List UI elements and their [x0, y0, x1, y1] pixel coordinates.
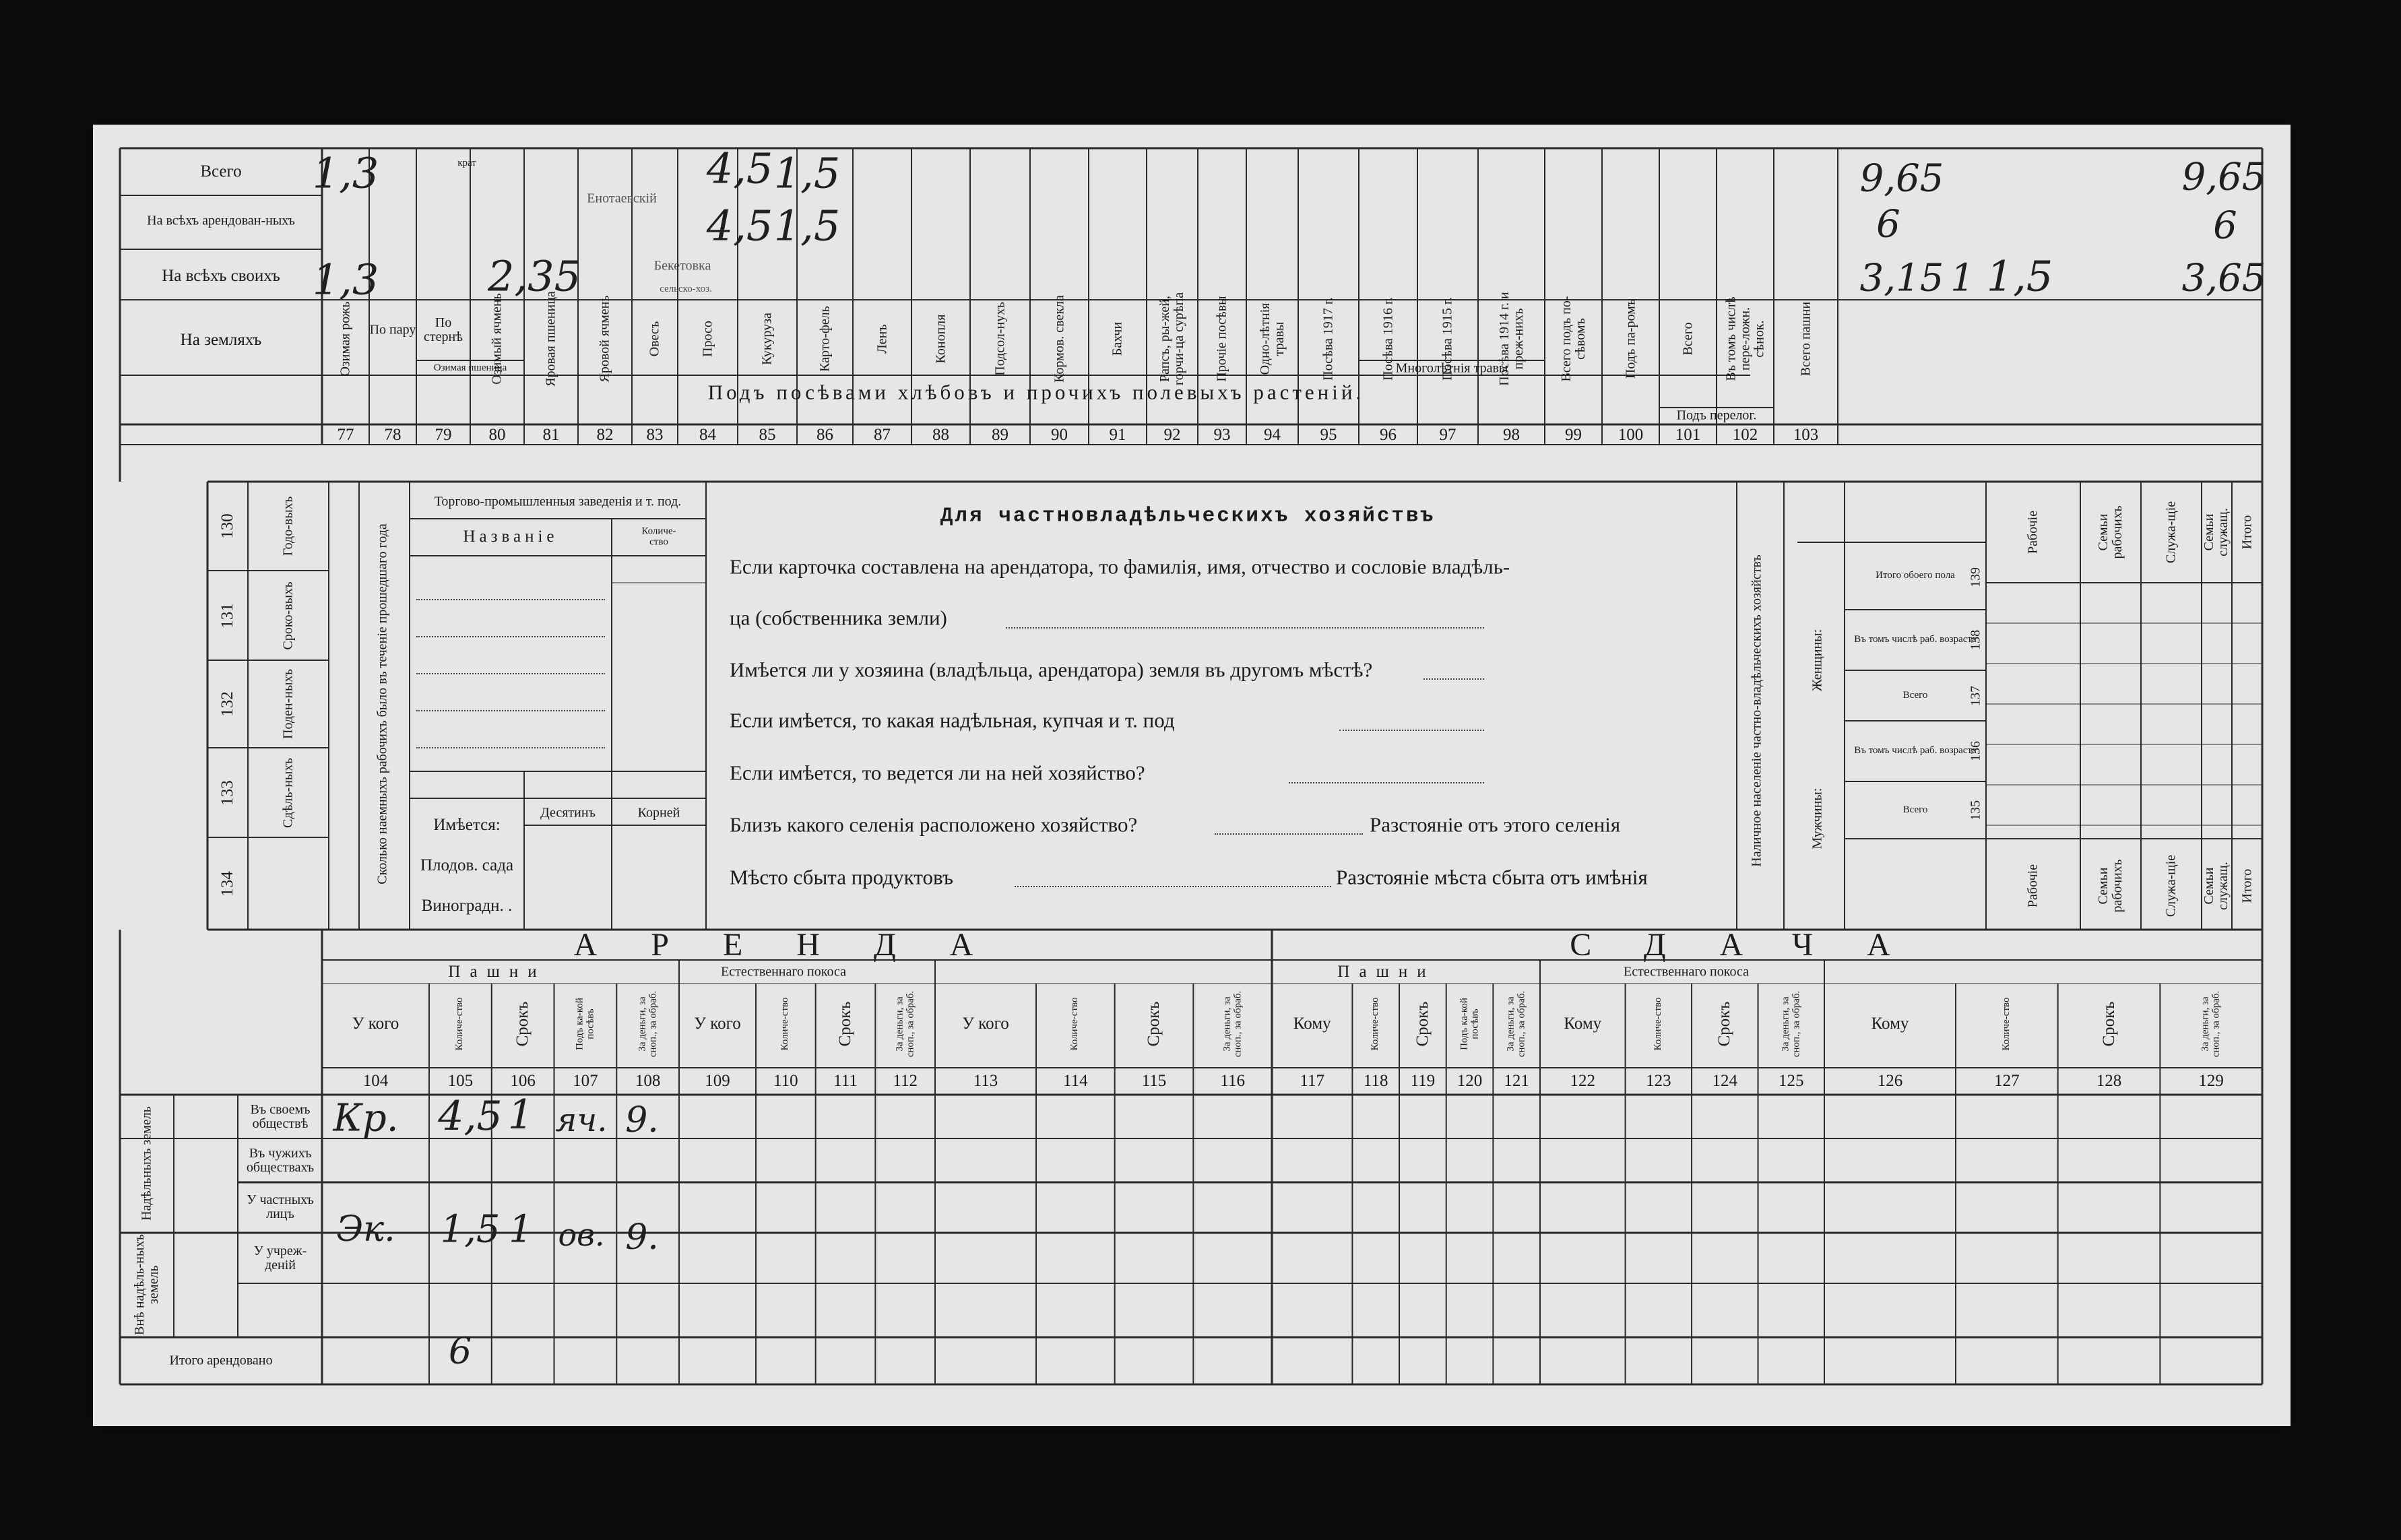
has-label: Имѣется: [433, 815, 501, 834]
column-number: 84 [699, 425, 716, 444]
column-number: 80 [488, 425, 506, 444]
hw-rent-oats2: 1,5 [773, 201, 841, 251]
workers-sidebar-title: Сколько наемныхъ рабочихъ было въ теченіе прошедшаго года [375, 523, 390, 885]
hw-row3-qty: 1,5 [440, 1207, 501, 1252]
private-line: Мѣсто сбыта продуктовъ [730, 865, 953, 889]
column-number: 100 [1618, 425, 1644, 444]
column-number: 118 [1363, 1071, 1388, 1090]
col-header: У кого [962, 1014, 1009, 1033]
column-number: 85 [759, 425, 776, 444]
dotted-fill-line [1339, 727, 1484, 731]
col-header: Срокъ [1715, 1001, 1734, 1047]
col-header: Въ томъ числѣ пере-ложн. сѣнок. [1723, 296, 1766, 381]
stamp-text: крат [457, 158, 476, 169]
row-private-persons: У частныхъ лицъ [247, 1192, 314, 1221]
dotted-fill-line [1006, 624, 1484, 629]
column-number: 103 [1793, 425, 1819, 444]
dotted-fill-line [416, 633, 605, 637]
column-number: 81 [542, 425, 560, 444]
col-header: Яровая пшеница [543, 291, 558, 387]
column-number: 122 [1570, 1071, 1596, 1090]
population-title: Наличное населеніе частно-владѣльческихъ хозяйствъ [1749, 554, 1764, 867]
women-total-label: Всего [1902, 690, 1928, 701]
column-number: 104 [362, 1071, 389, 1090]
column-number: 94 [1264, 425, 1281, 444]
col-header: Всего подъ по-сѣвомъ [1558, 296, 1588, 382]
hw-own-stubble: 2,35 [487, 251, 581, 301]
pop-number: 137 [1968, 686, 1983, 706]
grand-total-label: Итого обоего пола [1876, 570, 1955, 581]
col-header: Посѣва 1917 г. [1320, 297, 1336, 381]
group-header-perelog: Подъ перелог. [1676, 408, 1757, 423]
col-header: Подъ ка-кой посѣвъ [1458, 998, 1480, 1050]
pop-number: 135 [1968, 800, 1983, 821]
col-header: Просо [700, 321, 715, 357]
column-number: 96 [1380, 425, 1397, 444]
column-number: 102 [1732, 425, 1758, 444]
private-line: Если имѣется, то какая надѣльная, купчая и т. под [730, 708, 1175, 732]
korney-header: Корней [637, 805, 680, 821]
pop-number: 138 [1968, 630, 1983, 650]
col-header: Посѣва 1914 г. и преж-нихъ [1496, 292, 1526, 386]
hw-own-all: 3,65 [2181, 256, 2266, 300]
col-header: За деньги, за сноп., за обраб. [636, 990, 658, 1058]
dotted-fill-line [416, 670, 605, 674]
dotted-fill-line [1289, 779, 1484, 783]
column-number: 107 [573, 1071, 598, 1090]
col-header: Одно-лѣтнія травы [1257, 302, 1287, 375]
arenda-pokos: Естественнаго покоса [721, 964, 846, 980]
column-number: 97 [1439, 425, 1456, 444]
nadel-label: Надѣльныхъ земель [139, 1106, 154, 1221]
hw-own-sown: 3,15 [1859, 256, 1944, 300]
col-header: Подъ ка-кой посѣвъ [574, 998, 596, 1050]
pop-col-header: Семьи рабочихъ [2096, 505, 2125, 559]
column-number: 119 [1410, 1071, 1436, 1090]
col-header: Количе-ство [779, 997, 791, 1051]
worker-number: 130 [218, 513, 236, 539]
column-number: 117 [1300, 1071, 1324, 1090]
column-number: 95 [1320, 425, 1337, 444]
column-number: 127 [1994, 1071, 2020, 1090]
column-number: 101 [1675, 425, 1701, 444]
col-header: Бахчи [1110, 321, 1125, 356]
col-header: Прочіе посѣвы [1214, 296, 1229, 382]
column-number: 105 [447, 1071, 474, 1090]
hw-row1-crop: яч. [555, 1101, 608, 1139]
column-number: 115 [1141, 1071, 1167, 1090]
col-header: Срокъ [2099, 1001, 2118, 1047]
column-number: 112 [893, 1071, 918, 1090]
hw-row1-who: Кр. [333, 1096, 399, 1141]
sdacha-pokos: Естественнаго покоса [1624, 964, 1749, 980]
arenda-pashni: Пашни [448, 962, 546, 981]
col-header: Срокъ [513, 1001, 532, 1047]
col-header: Количе-ство [1652, 997, 1663, 1051]
vineyard-label: Виноградн. . [421, 896, 513, 915]
col-header: Подъ па-ромъ [1623, 298, 1638, 379]
col-header: За деньги, за сноп., за обраб. [1505, 990, 1527, 1058]
col-header: Овесъ [647, 321, 662, 357]
column-number: 77 [337, 425, 354, 444]
private-title: Для частновладѣльческихъ хозяйствъ [940, 504, 1436, 528]
column-number: 116 [1220, 1071, 1245, 1090]
col-header: У кого [352, 1014, 399, 1033]
column-number: 98 [1503, 425, 1520, 444]
column-number: 106 [510, 1071, 536, 1090]
col-header: У кого [694, 1014, 741, 1033]
col-header: За деньги, за сноп., за обраб. [2200, 990, 2222, 1058]
group-header-mnogolet: Многолѣтнія травы [1395, 360, 1508, 376]
worker-label: Поден-ныхъ [280, 669, 296, 740]
private-line: Если карточка составлена на арендатора, то фамилія, имя, отчество и сословіе владѣль- [730, 554, 1510, 579]
column-number: 114 [1063, 1071, 1088, 1090]
pop-number: 139 [1968, 567, 1983, 587]
col-header: Всего [1680, 322, 1695, 356]
col-header: За деньги, за сноп., за обраб. [893, 990, 916, 1058]
col-header: Количе-ство [2000, 997, 2012, 1051]
column-number: 128 [2096, 1071, 2122, 1090]
dotted-fill-line [416, 707, 605, 711]
pop-col-footer: Семьи служащ. [2202, 862, 2231, 910]
hw-total-oats: 4,5 [706, 143, 773, 193]
column-number: 91 [1109, 425, 1126, 444]
trade-count-header: Количе-ство [641, 525, 676, 547]
col-header: Кукуруза [759, 313, 775, 365]
hw-row3-who: Эк. [336, 1209, 395, 1250]
column-number: 113 [973, 1071, 998, 1090]
hw-row1-term: 1 [507, 1091, 534, 1138]
row-rented: На всѣхъ арендован-ныхъ [147, 213, 295, 228]
census-card [93, 125, 2291, 1426]
col-header: Ленъ [874, 324, 889, 354]
column-number: 78 [384, 425, 402, 444]
worker-label: Годо-выхъ [280, 496, 296, 556]
sdacha-title: СДАЧА [1570, 926, 1944, 963]
col-header: По пару [369, 322, 416, 338]
group-header-ozimaya: Озимая пшеница [433, 362, 507, 374]
stamp-text: Енотаевскій [587, 191, 657, 206]
vne-nadel-label: Внѣ надѣль-ныхъ земель [132, 1234, 161, 1335]
column-number: 86 [817, 425, 833, 444]
private-line: Имѣется ли у хозяина (владѣльца, арендатора) земля въ другомъ мѣстѣ? [730, 657, 1373, 682]
pop-col-header: Служа-щіе [2163, 501, 2179, 564]
col-header: Озимый ячмень [489, 293, 505, 385]
crop-band-title: Подъ посѣвами хлѣбовъ и прочихъ полевыхъ растеній. [707, 380, 1365, 404]
hw-row3-pay: 9. [625, 1217, 659, 1258]
pop-col-header: Семьи служащ. [2202, 508, 2231, 556]
hw-itogo-qty: 6 [448, 1329, 472, 1372]
trade-title: Торгово-промышленныя заведенія и т. под. [434, 494, 682, 509]
col-header: Карто-фель [817, 306, 832, 372]
dotted-fill-line [416, 744, 605, 748]
hw-own-fallow: 1 [1950, 256, 1975, 300]
pop-col-header: Итого [2239, 515, 2255, 550]
orchard-label: Плодов. сада [420, 856, 514, 874]
row-total: Всего [200, 162, 242, 181]
private-line: Разстояніе мѣста сбыта отъ имѣнія [1336, 865, 1648, 889]
col-header: Посѣва 1916 г. [1380, 297, 1395, 381]
worker-number: 134 [218, 870, 236, 897]
row-institutions: У учреж-деній [253, 1244, 307, 1273]
row-land: На земляхъ [180, 330, 262, 349]
hw-rent-oats: 4,5 [706, 201, 773, 251]
arenda-title: АРЕНДА [573, 926, 1027, 963]
col-header: Рапсъ, ры-жей, горчи-ца сурѣпа [1157, 292, 1186, 386]
hw-row1-pay: 9. [625, 1100, 659, 1141]
col-header: Количе-ство [1370, 997, 1381, 1051]
private-line: Если имѣется, то ведется ли на ней хозяйство? [730, 761, 1145, 785]
hw-own-perelog: 1,5 [1986, 251, 2053, 301]
col-header: Посѣва 1915 г. [1440, 297, 1455, 381]
column-number: 108 [635, 1071, 661, 1090]
col-header: Срокъ [1413, 1001, 1432, 1047]
column-number: 93 [1213, 425, 1231, 444]
pop-col-footer: Служа-щіе [2163, 854, 2179, 918]
col-header: За деньги, за сноп., за обраб. [1221, 990, 1243, 1058]
dotted-fill-line [1423, 676, 1484, 680]
hw-row1-qty: 4,5 [438, 1093, 503, 1140]
col-header: Кому [1871, 1014, 1909, 1033]
column-number: 129 [2198, 1071, 2224, 1090]
men-total-label: Всего [1902, 804, 1928, 816]
pop-col-footer: Итого [2239, 868, 2255, 903]
men-label: Мужчины: [1810, 788, 1825, 849]
column-number: 109 [705, 1071, 730, 1090]
hw-rent-all: 6 [2213, 203, 2237, 248]
column-number: 83 [646, 425, 664, 444]
row-own-society: Въ своемъ обществѣ [250, 1102, 311, 1131]
worker-label: Сдѣль-ныхъ [280, 757, 296, 828]
pop-col-header: Рабочіе [2025, 510, 2041, 554]
col-header: Количе-ство [1069, 997, 1081, 1051]
col-header: Кому [1564, 1014, 1602, 1033]
trade-name-header: Названіе [463, 527, 558, 546]
private-line: ца (собственника земли) [730, 606, 947, 630]
private-line: Разстояніе отъ этого селенія [1370, 812, 1621, 837]
worker-number: 133 [218, 779, 236, 806]
col-header: Срокъ [1144, 1001, 1163, 1047]
column-number: 121 [1504, 1071, 1529, 1090]
col-header: Конопля [933, 314, 948, 364]
worker-number: 131 [218, 602, 236, 629]
column-number: 120 [1456, 1071, 1483, 1090]
hw-total-oats2: 1,5 [773, 148, 841, 198]
col-header: Яровой ячмень [597, 295, 612, 383]
column-number: 126 [1877, 1071, 1903, 1090]
worker-number: 132 [218, 691, 236, 717]
dotted-fill-line [1215, 831, 1363, 835]
stamp-text: сельско-хоз. [660, 284, 712, 295]
private-line: Близъ какого селенія расположено хозяйство? [730, 812, 1138, 837]
dotted-fill-line [1015, 883, 1331, 887]
women-working-label: Въ томъ числѣ раб. возраста [1854, 634, 1977, 645]
hw-total-sown: 9,65 [1859, 156, 1944, 201]
hw-total-all: 9,65 [2181, 155, 2266, 199]
column-number: 87 [874, 425, 891, 444]
column-number: 79 [435, 425, 452, 444]
column-number: 110 [773, 1071, 798, 1090]
column-number: 125 [1779, 1071, 1804, 1090]
col-header: Озимая рожь [338, 301, 353, 377]
column-number: 88 [932, 425, 949, 444]
col-header: Срокъ [835, 1001, 854, 1047]
row-other-society: Въ чужихъ обществахъ [246, 1146, 315, 1175]
column-number: 90 [1051, 425, 1068, 444]
col-header: Всего пашни [1798, 301, 1813, 377]
column-number: 124 [1712, 1071, 1738, 1090]
dotted-fill-line [416, 596, 605, 600]
hw-row3-crop: ов. [558, 1217, 605, 1253]
col-header: Кормов. свекла [1052, 295, 1066, 383]
stamp-text: Бекетовка [653, 258, 711, 274]
hw-own-rye: 1,3 [312, 255, 379, 304]
men-working-label: Въ томъ числѣ раб. возраста [1854, 745, 1977, 757]
col-header: Кому [1293, 1014, 1331, 1033]
col-header: Количе-ство [454, 997, 466, 1051]
column-number: 111 [833, 1071, 858, 1090]
hw-rent-sown: 6 [1876, 202, 1900, 247]
desyatin-header: Десятинъ [540, 805, 596, 821]
column-number: 82 [596, 425, 614, 444]
pop-col-footer: Семьи рабочихъ [2096, 859, 2125, 913]
col-header: Подсол-нухъ [992, 302, 1007, 376]
worker-label: Сроко-выхъ [280, 581, 296, 650]
row-total-rented: Итого арендовано [169, 1353, 273, 1368]
pop-col-footer: Рабочіе [2025, 864, 2041, 908]
column-number: 92 [1163, 425, 1181, 444]
col-header: За деньги, за сноп., за обраб. [1780, 990, 1801, 1058]
row-own: На всѣхъ своихъ [162, 266, 280, 285]
hw-row3-term: 1 [509, 1207, 533, 1252]
women-label: Женщины: [1810, 629, 1825, 692]
column-number: 89 [992, 425, 1009, 444]
column-number: 99 [1565, 425, 1582, 444]
column-number: 123 [1646, 1071, 1671, 1090]
col-header: По стернѣ [423, 315, 463, 344]
hw-total-rye: 1,3 [312, 148, 379, 198]
pop-number: 136 [1968, 741, 1983, 761]
sdacha-pashni: Пашни [1337, 962, 1436, 981]
